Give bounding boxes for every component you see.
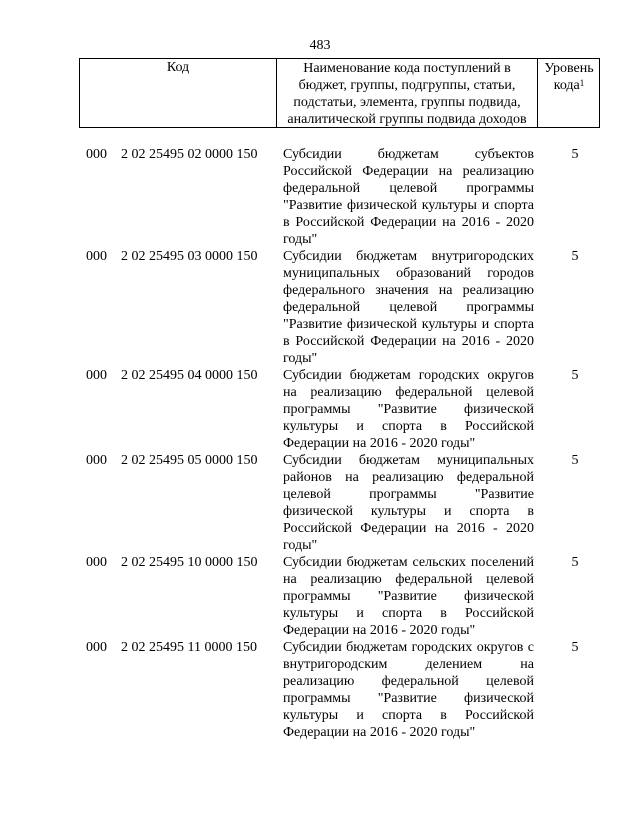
row-code: 2 02 25495 05 0000 150 <box>121 453 258 468</box>
row-prefix: 000 <box>86 147 107 162</box>
row-code: 2 02 25495 11 0000 150 <box>121 640 257 655</box>
row-name: Субсидии бюджетам муниципальных районов на реализацию федеральной целевой программы "Развитие физической культуры и спорта в Российской Федерации на 2016 - 2020 годы" <box>283 453 534 553</box>
row-code: 2 02 25495 03 0000 150 <box>121 249 258 264</box>
row-prefix: 000 <box>86 640 107 655</box>
header-level-footnote: 1 <box>579 78 585 88</box>
page-number: 483 <box>309 38 331 53</box>
table-row <box>0 639 640 741</box>
header-name: Наименование кода поступлений в бюджет, группы, подгруппы, статьи, подстатьи, элемента, группы подвида, аналитической группы подвида доходов <box>277 59 538 127</box>
table-row <box>0 452 640 554</box>
table-row <box>0 554 640 639</box>
table-row <box>0 248 640 367</box>
row-level: 5 <box>571 249 579 264</box>
row-name: Субсидии бюджетам субъектов Российской Федерации на реализацию федеральной целевой программы "Развитие физической культуры и спорта в Российской Федерации на 2016 - 2020 годы" <box>283 147 534 247</box>
row-prefix: 000 <box>86 555 107 570</box>
row-name: Субсидии бюджетам городских округов с внутригородским делением на реализацию федеральной целевой программы "Развитие физической культуры и спорта в Российской Федерации на 2016 - 2020 годы" <box>283 640 534 740</box>
row-name: Субсидии бюджетам внутригородских муниципальных образований городов федерального значения на реализацию федеральной целевой программы "Развитие физической культуры и спорта в Российской Федерации на 2016 - 2020 годы" <box>283 249 534 366</box>
row-code: 2 02 25495 10 0000 150 <box>121 555 258 570</box>
row-level: 5 <box>571 555 579 570</box>
row-name: Субсидии бюджетам сельских поселений на реализацию федеральной целевой программы "Развитие физической культуры и спорта в Российской Федерации на 2016 - 2020 годы" <box>283 555 534 638</box>
header-code: Код <box>80 59 277 127</box>
row-prefix: 000 <box>86 453 107 468</box>
table-header <box>79 58 600 128</box>
row-code: 2 02 25495 04 0000 150 <box>121 368 258 383</box>
table-body <box>0 146 640 741</box>
header-level <box>538 59 600 127</box>
row-prefix: 000 <box>86 368 107 383</box>
table-row <box>0 146 640 248</box>
row-level: 5 <box>571 640 579 655</box>
row-prefix: 000 <box>86 249 107 264</box>
header-level-label: Уровень кода <box>544 61 594 93</box>
row-code: 2 02 25495 02 0000 150 <box>121 147 258 162</box>
row-level: 5 <box>571 453 579 468</box>
row-level: 5 <box>571 147 579 162</box>
row-name: Субсидии бюджетам городских округов на реализацию федеральной целевой программы "Развитие физической культуры и спорта в Российской Федерации на 2016 - 2020 годы" <box>283 368 534 451</box>
row-level: 5 <box>571 368 579 383</box>
table-row <box>0 367 640 452</box>
